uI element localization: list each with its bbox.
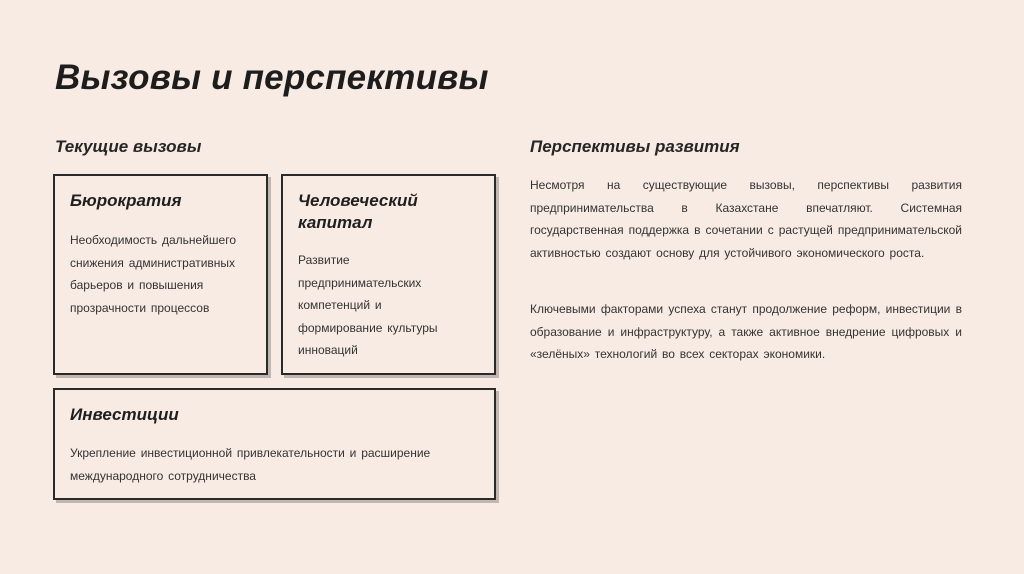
challenges-heading: Текущие вызовы (55, 137, 202, 156)
challenge-card-text: Развитие предпринимательских компетенций и формирование культуры инноваций (298, 253, 438, 357)
challenge-card-human-capital (281, 174, 496, 375)
challenge-card-title: Инвестиции (70, 405, 179, 424)
challenge-card-bureaucracy (53, 174, 268, 375)
challenge-card-text: Укрепление инвестиционной привлекательности и расширение международного сотрудничества (70, 446, 431, 483)
challenge-card-title: Бюрократия (70, 191, 182, 210)
challenge-card-title: Человеческий капитал (298, 191, 418, 232)
challenge-card-text: Необходимость дальнейшего снижения административных барьеров и повышения прозрачности процессов (70, 233, 236, 315)
prospects-paragraph: Несмотря на существующие вызовы, перспективы развития предпринимательства в Казахстане впечатляют. Системная государственная поддержка в сочетании с растущей предпринимательской активностью создают основу для устойчивого экономического роста. (530, 178, 962, 260)
challenge-card-investments (53, 388, 496, 500)
slide-title: Вызовы и перспективы (55, 58, 489, 97)
prospects-paragraph: Ключевыми факторами успеха станут продолжение реформ, инвестиции в образование и инфраструктуру, а также активное внедрение цифровых и «зелёных» технологий во всех секторах экономики. (530, 302, 962, 361)
prospects-heading: Перспективы развития (530, 137, 740, 156)
